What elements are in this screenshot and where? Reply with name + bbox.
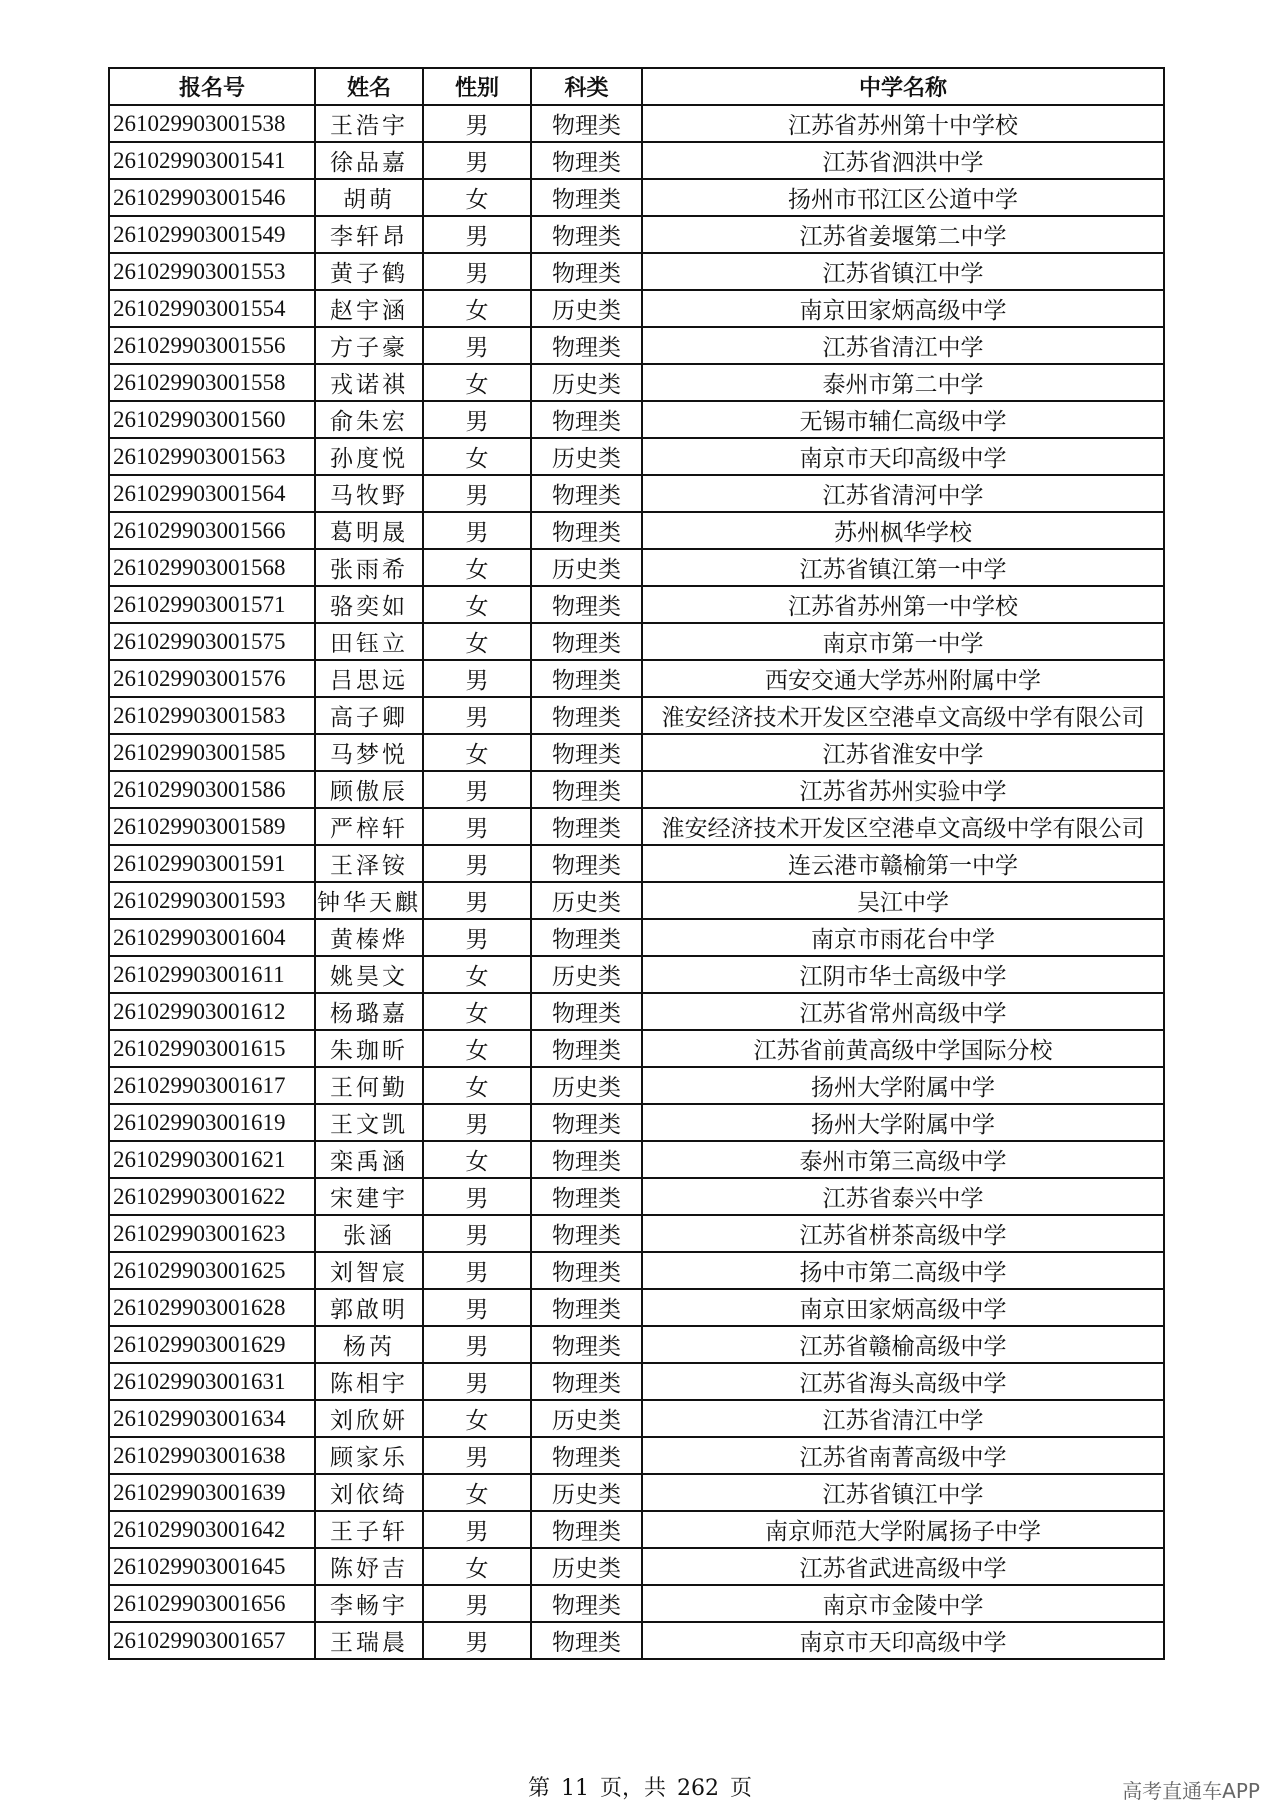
school-name-cell: 无锡市辅仁高级中学	[642, 401, 1164, 438]
subject-track-cell: 历史类	[531, 1067, 642, 1104]
subject-track-cell: 物理类	[531, 1622, 642, 1659]
subject-track-cell: 历史类	[531, 956, 642, 993]
name-cell: 宋建宇	[315, 1178, 423, 1215]
name-cell: 田钰立	[315, 623, 423, 660]
table-body	[109, 105, 1164, 1659]
table-row	[109, 808, 1164, 845]
registration-number-cell: 261029903001634	[109, 1400, 315, 1437]
name-cell: 严梓轩	[315, 808, 423, 845]
subject-track-cell: 物理类	[531, 808, 642, 845]
registration-number-cell: 261029903001556	[109, 327, 315, 364]
name-cell: 马梦悦	[315, 734, 423, 771]
registration-number-cell: 261029903001611	[109, 956, 315, 993]
table-row	[109, 845, 1164, 882]
school-name-cell: 江阴市华士高级中学	[642, 956, 1164, 993]
table-row	[109, 475, 1164, 512]
registration-number-cell: 261029903001586	[109, 771, 315, 808]
school-name-cell: 江苏省苏州实验中学	[642, 771, 1164, 808]
school-name-cell: 江苏省栟茶高级中学	[642, 1215, 1164, 1252]
subject-track-cell: 物理类	[531, 105, 642, 142]
school-name-cell: 江苏省泰兴中学	[642, 1178, 1164, 1215]
name-cell: 葛明晟	[315, 512, 423, 549]
table-row	[109, 438, 1164, 475]
school-name-cell: 江苏省海头高级中学	[642, 1363, 1164, 1400]
name-cell: 朱珈昕	[315, 1030, 423, 1067]
registration-number-cell: 261029903001553	[109, 253, 315, 290]
subject-track-cell: 物理类	[531, 734, 642, 771]
registration-number-cell: 261029903001625	[109, 1252, 315, 1289]
registration-number-cell: 261029903001617	[109, 1067, 315, 1104]
registration-number-cell: 261029903001604	[109, 919, 315, 956]
table-row	[109, 142, 1164, 179]
school-name-cell: 南京市天印高级中学	[642, 1622, 1164, 1659]
registration-number-cell: 261029903001583	[109, 697, 315, 734]
gender-cell: 男	[423, 1363, 531, 1400]
school-name-cell: 江苏省南菁高级中学	[642, 1437, 1164, 1474]
name-cell: 杨芮	[315, 1326, 423, 1363]
registration-number-cell: 261029903001622	[109, 1178, 315, 1215]
school-name-cell: 南京田家炳高级中学	[642, 290, 1164, 327]
name-cell: 王瑞晨	[315, 1622, 423, 1659]
school-name-cell: 扬州市邗江区公道中学	[642, 179, 1164, 216]
subject-track-cell: 物理类	[531, 1215, 642, 1252]
table-row	[109, 1363, 1164, 1400]
registration-number-cell: 261029903001615	[109, 1030, 315, 1067]
table-header-row	[109, 68, 1164, 105]
gender-cell: 女	[423, 586, 531, 623]
table-row	[109, 771, 1164, 808]
gender-cell: 男	[423, 660, 531, 697]
table-row	[109, 1400, 1164, 1437]
registration-number-cell: 261029903001612	[109, 993, 315, 1030]
registration-number-cell: 261029903001656	[109, 1585, 315, 1622]
name-cell: 孙度悦	[315, 438, 423, 475]
admission-list-sheet	[108, 67, 1163, 1660]
registration-number-cell: 261029903001568	[109, 549, 315, 586]
subject-track-cell: 历史类	[531, 438, 642, 475]
subject-track-cell: 物理类	[531, 1363, 642, 1400]
name-cell: 王何勤	[315, 1067, 423, 1104]
registration-number-cell: 261029903001628	[109, 1289, 315, 1326]
registration-number-cell: 261029903001645	[109, 1548, 315, 1585]
subject-track-cell: 物理类	[531, 1252, 642, 1289]
table-row	[109, 1548, 1164, 1585]
school-name-cell: 江苏省泗洪中学	[642, 142, 1164, 179]
table-row	[109, 1141, 1164, 1178]
subject-track-cell: 物理类	[531, 512, 642, 549]
name-cell: 陈妤吉	[315, 1548, 423, 1585]
school-name-cell: 南京市第一中学	[642, 623, 1164, 660]
table-row	[109, 660, 1164, 697]
name-cell: 王泽铵	[315, 845, 423, 882]
subject-track-cell: 历史类	[531, 364, 642, 401]
school-name-cell: 南京市金陵中学	[642, 1585, 1164, 1622]
gender-cell: 女	[423, 364, 531, 401]
registration-number-cell: 261029903001571	[109, 586, 315, 623]
name-cell: 徐品嘉	[315, 142, 423, 179]
table-row	[109, 105, 1164, 142]
registration-number-cell: 261029903001576	[109, 660, 315, 697]
subject-track-cell: 物理类	[531, 142, 642, 179]
subject-track-cell: 物理类	[531, 623, 642, 660]
name-cell: 吕思远	[315, 660, 423, 697]
table-row	[109, 327, 1164, 364]
name-cell: 方子豪	[315, 327, 423, 364]
table-row	[109, 1252, 1164, 1289]
table-row	[109, 1215, 1164, 1252]
subject-track-cell: 物理类	[531, 179, 642, 216]
registration-number-cell: 261029903001575	[109, 623, 315, 660]
table-row	[109, 1585, 1164, 1622]
gender-cell: 男	[423, 142, 531, 179]
school-name-cell: 江苏省武进高级中学	[642, 1548, 1164, 1585]
school-name-cell: 西安交通大学苏州附属中学	[642, 660, 1164, 697]
table-row	[109, 1289, 1164, 1326]
registration-number-cell: 261029903001623	[109, 1215, 315, 1252]
table-row	[109, 956, 1164, 993]
name-cell: 王浩宇	[315, 105, 423, 142]
school-name-cell: 苏州枫华学校	[642, 512, 1164, 549]
gender-cell: 女	[423, 734, 531, 771]
subject-track-cell: 物理类	[531, 660, 642, 697]
registration-number-cell: 261029903001639	[109, 1474, 315, 1511]
table-row	[109, 401, 1164, 438]
school-name-cell: 江苏省清江中学	[642, 327, 1164, 364]
subject-track-cell: 物理类	[531, 919, 642, 956]
name-cell: 钟华天麒	[315, 882, 423, 919]
gender-cell: 男	[423, 105, 531, 142]
registration-number-cell: 261029903001638	[109, 1437, 315, 1474]
gender-cell: 女	[423, 993, 531, 1030]
school-name-cell: 南京市天印高级中学	[642, 438, 1164, 475]
gender-cell: 男	[423, 512, 531, 549]
school-name-cell: 泰州市第三高级中学	[642, 1141, 1164, 1178]
school-name-cell: 吴江中学	[642, 882, 1164, 919]
name-cell: 杨璐嘉	[315, 993, 423, 1030]
name-cell: 王子轩	[315, 1511, 423, 1548]
school-name-cell: 扬中市第二高级中学	[642, 1252, 1164, 1289]
gender-cell: 男	[423, 1437, 531, 1474]
name-cell: 王文凯	[315, 1104, 423, 1141]
subject-track-cell: 物理类	[531, 586, 642, 623]
table-row	[109, 993, 1164, 1030]
gender-cell: 男	[423, 919, 531, 956]
school-name-cell: 江苏省苏州第十中学校	[642, 105, 1164, 142]
school-name-cell: 南京师范大学附属扬子中学	[642, 1511, 1164, 1548]
table-row	[109, 586, 1164, 623]
subject-track-cell: 物理类	[531, 1030, 642, 1067]
table-row	[109, 179, 1164, 216]
name-cell: 马牧野	[315, 475, 423, 512]
registration-number-cell: 261029903001564	[109, 475, 315, 512]
name-cell: 陈相宇	[315, 1363, 423, 1400]
school-name-cell: 南京田家炳高级中学	[642, 1289, 1164, 1326]
table-row	[109, 1511, 1164, 1548]
gender-cell: 男	[423, 1622, 531, 1659]
header-subject-track: 科类	[531, 68, 642, 105]
registration-number-cell: 261029903001642	[109, 1511, 315, 1548]
school-name-cell: 淮安经济技术开发区空港卓文高级中学有限公司	[642, 697, 1164, 734]
gender-cell: 女	[423, 1474, 531, 1511]
footer-page-number: 11	[560, 1776, 589, 1801]
table-row	[109, 1104, 1164, 1141]
table-row	[109, 1326, 1164, 1363]
name-cell: 胡萌	[315, 179, 423, 216]
gender-cell: 女	[423, 549, 531, 586]
gender-cell: 男	[423, 1585, 531, 1622]
registration-number-cell: 261029903001563	[109, 438, 315, 475]
subject-track-cell: 物理类	[531, 253, 642, 290]
name-cell: 姚昊文	[315, 956, 423, 993]
name-cell: 骆奕如	[315, 586, 423, 623]
gender-cell: 男	[423, 1215, 531, 1252]
header-registration-number: 报名号	[109, 68, 315, 105]
table-row	[109, 1067, 1164, 1104]
school-name-cell: 江苏省镇江第一中学	[642, 549, 1164, 586]
name-cell: 黄榛烨	[315, 919, 423, 956]
gender-cell: 女	[423, 956, 531, 993]
header-gender: 性别	[423, 68, 531, 105]
subject-track-cell: 物理类	[531, 1178, 642, 1215]
subject-track-cell: 物理类	[531, 327, 642, 364]
table-row	[109, 623, 1164, 660]
footer-middle: 页，共	[599, 1776, 666, 1801]
gender-cell: 男	[423, 845, 531, 882]
subject-track-cell: 物理类	[531, 1437, 642, 1474]
registration-number-cell: 261029903001631	[109, 1363, 315, 1400]
gender-cell: 男	[423, 771, 531, 808]
school-name-cell: 江苏省前黄高级中学国际分校	[642, 1030, 1164, 1067]
subject-track-cell: 物理类	[531, 401, 642, 438]
gender-cell: 男	[423, 1104, 531, 1141]
gender-cell: 男	[423, 216, 531, 253]
school-name-cell: 江苏省淮安中学	[642, 734, 1164, 771]
school-name-cell: 泰州市第二中学	[642, 364, 1164, 401]
name-cell: 张涵	[315, 1215, 423, 1252]
gender-cell: 女	[423, 290, 531, 327]
registration-number-cell: 261029903001541	[109, 142, 315, 179]
gender-cell: 女	[423, 438, 531, 475]
subject-track-cell: 历史类	[531, 1400, 642, 1437]
school-name-cell: 江苏省常州高级中学	[642, 993, 1164, 1030]
name-cell: 刘依绮	[315, 1474, 423, 1511]
table-row	[109, 1030, 1164, 1067]
table-row	[109, 512, 1164, 549]
subject-track-cell: 物理类	[531, 993, 642, 1030]
name-cell: 戎诺祺	[315, 364, 423, 401]
school-name-cell: 江苏省清河中学	[642, 475, 1164, 512]
name-cell: 郭啟明	[315, 1289, 423, 1326]
registration-number-cell: 261029903001558	[109, 364, 315, 401]
table-row	[109, 1437, 1164, 1474]
gender-cell: 女	[423, 1067, 531, 1104]
name-cell: 张雨希	[315, 549, 423, 586]
name-cell: 栾禹涵	[315, 1141, 423, 1178]
school-name-cell: 扬州大学附属中学	[642, 1067, 1164, 1104]
subject-track-cell: 历史类	[531, 882, 642, 919]
gender-cell: 男	[423, 1326, 531, 1363]
registration-number-cell: 261029903001560	[109, 401, 315, 438]
school-name-cell: 江苏省赣榆高级中学	[642, 1326, 1164, 1363]
footer-prefix: 第	[527, 1776, 550, 1801]
table-row	[109, 1178, 1164, 1215]
name-cell: 刘智宸	[315, 1252, 423, 1289]
gender-cell: 男	[423, 1252, 531, 1289]
subject-track-cell: 历史类	[531, 290, 642, 327]
table-row	[109, 919, 1164, 956]
subject-track-cell: 物理类	[531, 1289, 642, 1326]
name-cell: 刘欣妍	[315, 1400, 423, 1437]
school-name-cell: 淮安经济技术开发区空港卓文高级中学有限公司	[642, 808, 1164, 845]
name-cell: 李轩昂	[315, 216, 423, 253]
subject-track-cell: 历史类	[531, 1548, 642, 1585]
subject-track-cell: 物理类	[531, 1141, 642, 1178]
subject-track-cell: 物理类	[531, 845, 642, 882]
registration-number-cell: 261029903001621	[109, 1141, 315, 1178]
gender-cell: 女	[423, 1400, 531, 1437]
table-row	[109, 697, 1164, 734]
footer-suffix: 页	[730, 1776, 753, 1801]
table-row	[109, 882, 1164, 919]
gender-cell: 男	[423, 327, 531, 364]
table-row	[109, 1474, 1164, 1511]
name-cell: 黄子鹤	[315, 253, 423, 290]
table-row	[109, 1622, 1164, 1659]
table-row	[109, 734, 1164, 771]
name-cell: 李畅宇	[315, 1585, 423, 1622]
subject-track-cell: 物理类	[531, 475, 642, 512]
registration-number-cell: 261029903001546	[109, 179, 315, 216]
gender-cell: 男	[423, 475, 531, 512]
gender-cell: 男	[423, 1289, 531, 1326]
registration-number-cell: 261029903001554	[109, 290, 315, 327]
name-cell: 顾傲辰	[315, 771, 423, 808]
table-row	[109, 253, 1164, 290]
registration-number-cell: 261029903001538	[109, 105, 315, 142]
name-cell: 赵宇涵	[315, 290, 423, 327]
table-row	[109, 216, 1164, 253]
registration-number-cell: 261029903001549	[109, 216, 315, 253]
table-row	[109, 364, 1164, 401]
gender-cell: 女	[423, 623, 531, 660]
subject-track-cell: 物理类	[531, 771, 642, 808]
page-footer	[0, 1771, 1280, 1802]
gender-cell: 男	[423, 697, 531, 734]
name-cell: 俞朱宏	[315, 401, 423, 438]
school-name-cell: 连云港市赣榆第一中学	[642, 845, 1164, 882]
subject-track-cell: 物理类	[531, 1104, 642, 1141]
gender-cell: 男	[423, 1178, 531, 1215]
gender-cell: 男	[423, 1511, 531, 1548]
gender-cell: 女	[423, 1030, 531, 1067]
header-name: 姓名	[315, 68, 423, 105]
gender-cell: 女	[423, 1548, 531, 1585]
admission-table	[108, 67, 1165, 1660]
gender-cell: 女	[423, 179, 531, 216]
registration-number-cell: 261029903001589	[109, 808, 315, 845]
gender-cell: 男	[423, 401, 531, 438]
subject-track-cell: 历史类	[531, 549, 642, 586]
footer-total-pages: 262	[677, 1776, 719, 1801]
subject-track-cell: 物理类	[531, 1585, 642, 1622]
registration-number-cell: 261029903001591	[109, 845, 315, 882]
gender-cell: 女	[423, 1141, 531, 1178]
school-name-cell: 江苏省姜堰第二中学	[642, 216, 1164, 253]
registration-number-cell: 261029903001566	[109, 512, 315, 549]
subject-track-cell: 物理类	[531, 697, 642, 734]
school-name-cell: 江苏省镇江中学	[642, 253, 1164, 290]
school-name-cell: 江苏省镇江中学	[642, 1474, 1164, 1511]
name-cell: 顾家乐	[315, 1437, 423, 1474]
registration-number-cell: 261029903001619	[109, 1104, 315, 1141]
gender-cell: 男	[423, 808, 531, 845]
subject-track-cell: 物理类	[531, 216, 642, 253]
school-name-cell: 江苏省清江中学	[642, 1400, 1164, 1437]
name-cell: 高子卿	[315, 697, 423, 734]
watermark: 高考直通车APP	[1122, 1779, 1260, 1803]
school-name-cell: 江苏省苏州第一中学校	[642, 586, 1164, 623]
registration-number-cell: 261029903001657	[109, 1622, 315, 1659]
table-row	[109, 549, 1164, 586]
subject-track-cell: 历史类	[531, 1474, 642, 1511]
subject-track-cell: 物理类	[531, 1326, 642, 1363]
school-name-cell: 扬州大学附属中学	[642, 1104, 1164, 1141]
school-name-cell: 南京市雨花台中学	[642, 919, 1164, 956]
registration-number-cell: 261029903001585	[109, 734, 315, 771]
gender-cell: 男	[423, 253, 531, 290]
registration-number-cell: 261029903001629	[109, 1326, 315, 1363]
table-row	[109, 290, 1164, 327]
subject-track-cell: 物理类	[531, 1511, 642, 1548]
header-school-name: 中学名称	[642, 68, 1164, 105]
registration-number-cell: 261029903001593	[109, 882, 315, 919]
gender-cell: 男	[423, 882, 531, 919]
